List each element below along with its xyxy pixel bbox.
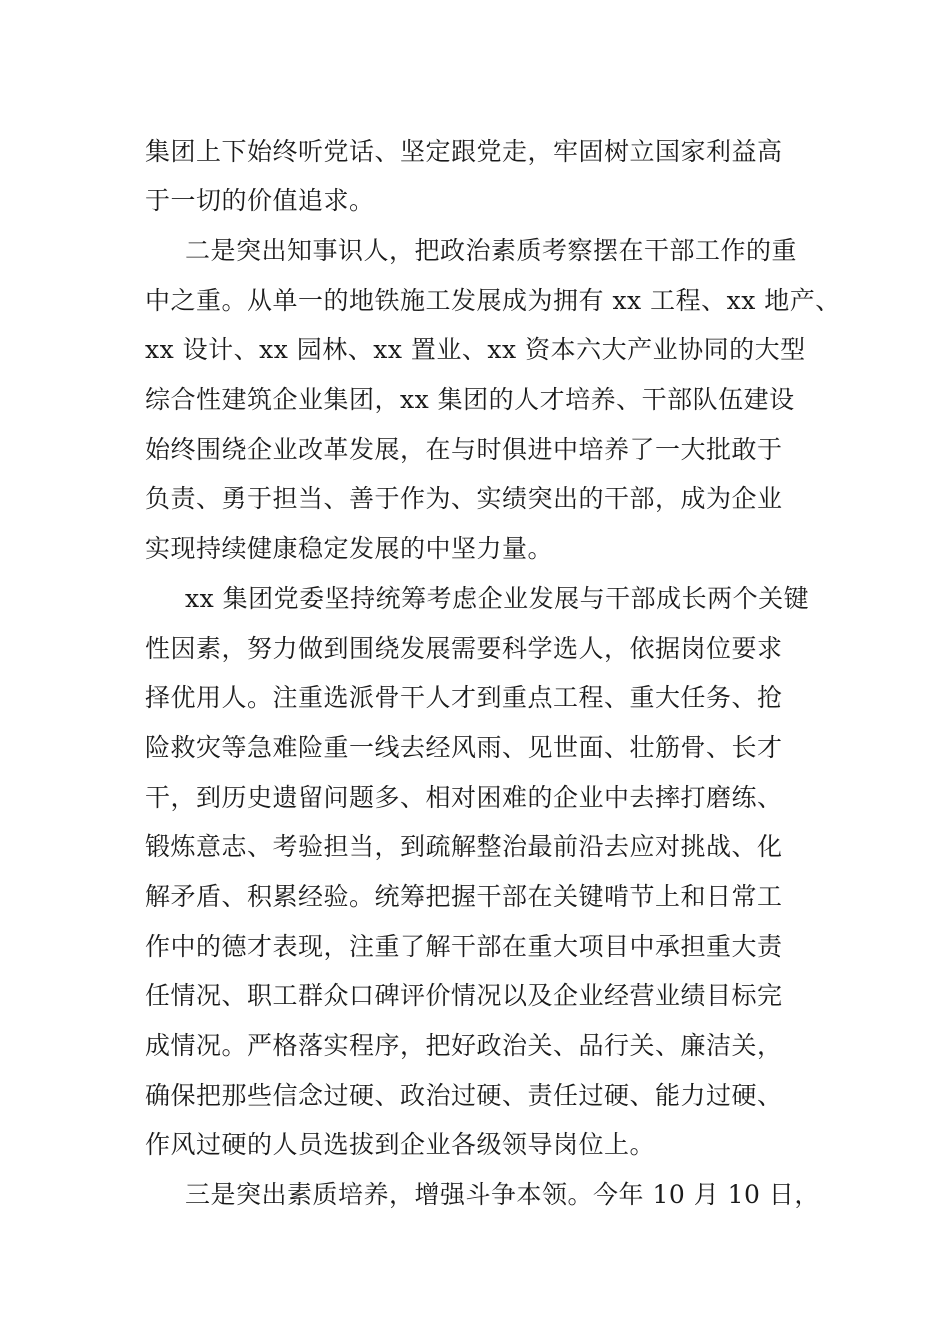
paragraph-start-line: 三是突出素质培养，增强斗争本领。今年 10 月 10 日， (185, 1180, 820, 1209)
text-line: 确保把那些信念过硬、政治过硬、责任过硬、能力过硬、 (145, 1081, 783, 1110)
text-line: 始终围绕企业改革发展，在与时俱进中培养了一大批敢于 (145, 435, 783, 464)
text-line: 中之重。从单一的地铁施工发展成为拥有 xx 工程、xx 地产、 (145, 286, 841, 315)
text-line: 解矛盾、积累经验。统筹把握干部在关键啃节上和日常工 (145, 882, 783, 911)
text-line: 性因素，努力做到围绕发展需要科学选人，依据岗位要求 (145, 634, 783, 663)
text-line: 干，到历史遗留问题多、相对困难的企业中去摔打磨练、 (145, 783, 783, 812)
paragraph-start-line: xx 集团党委坚持统筹考虑企业发展与干部成长两个关键 (185, 584, 810, 613)
text-line: 锻炼意志、考验担当，到疏解整治最前沿去应对挑战、化 (145, 832, 783, 861)
text-line: 集团上下始终听党话、坚定跟党走，牢固树立国家利益高 (145, 137, 783, 166)
text-line: 作中的德才表现，注重了解干部在重大项目中承担重大责 (145, 932, 783, 961)
text-line: 实现持续健康稳定发展的中坚力量。 (145, 534, 554, 563)
text-line: 作风过硬的人员选拔到企业各级领导岗位上。 (145, 1130, 656, 1159)
text-line: 成情况。严格落实程序，把好政治关、品行关、廉洁关， (145, 1031, 783, 1060)
text-line: 于一切的价值追求。 (145, 186, 375, 215)
text-line: 综合性建筑企业集团，xx 集团的人才培养、干部队伍建设 (145, 385, 795, 414)
text-line: xx 设计、xx 园林、xx 置业、xx 资本六大产业协同的大型 (145, 335, 806, 364)
text-line: 险救灾等急难险重一线去经风雨、见世面、壮筋骨、长才 (145, 733, 783, 762)
paragraph-start-line: 二是突出知事识人，把政治素质考察摆在干部工作的重 (185, 236, 798, 265)
text-line: 任情况、职工群众口碑评价情况以及企业经营业绩目标完 (145, 981, 783, 1010)
text-line: 择优用人。注重选派骨干人才到重点工程、重大任务、抢 (145, 683, 783, 712)
text-line: 负责、勇于担当、善于作为、实绩突出的干部，成为企业 (145, 484, 783, 513)
